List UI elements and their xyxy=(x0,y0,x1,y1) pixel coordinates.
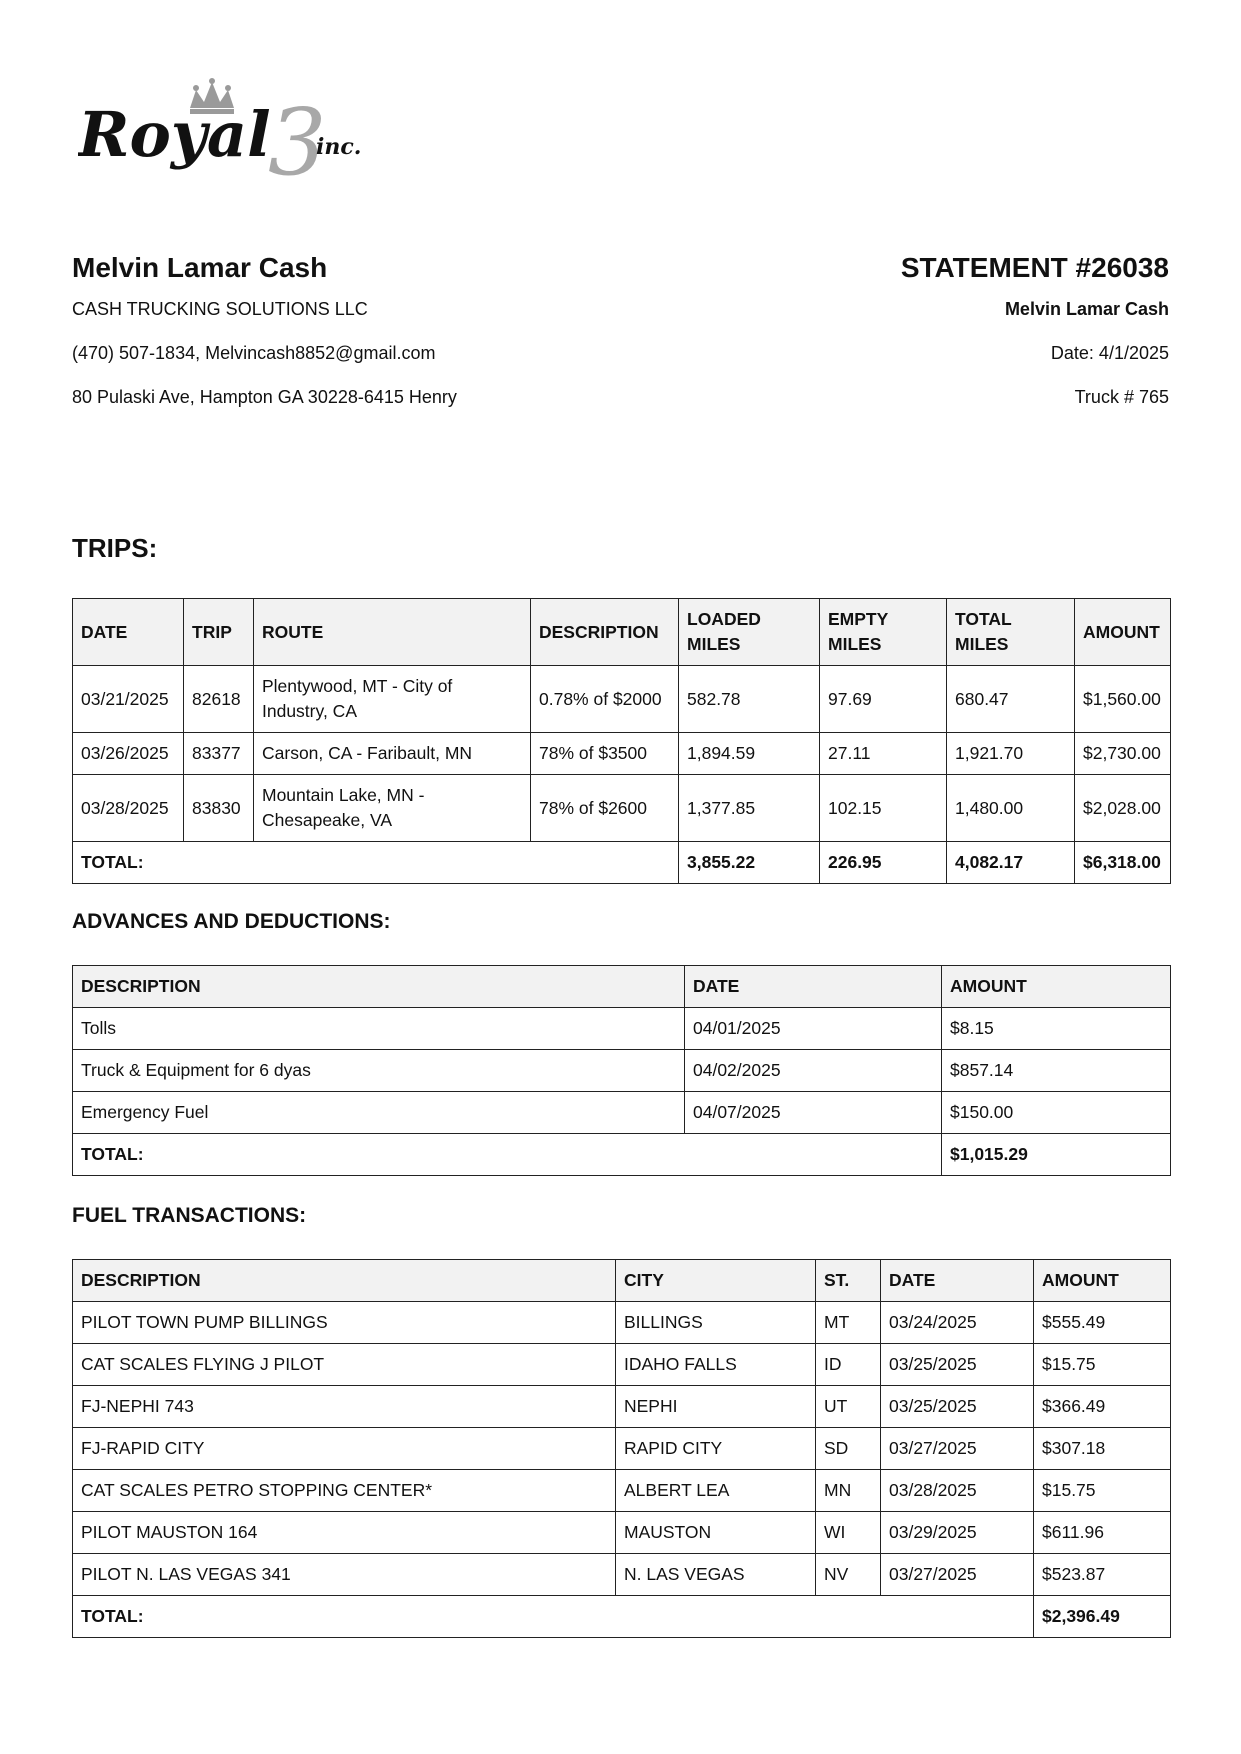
table-row xyxy=(73,1092,1171,1134)
company-logo xyxy=(78,78,398,190)
advance-date: 04/07/2025 xyxy=(685,1092,942,1134)
trip-number: 83830 xyxy=(184,775,254,842)
trip-loaded-miles: 1,377.85 xyxy=(679,775,820,842)
col-empty-miles: EMPTY MILES xyxy=(820,599,947,666)
statement-title: STATEMENT #26038 xyxy=(900,252,1169,283)
fuel-state: ID xyxy=(816,1344,881,1386)
trip-route: Mountain Lake, MN - Chesapeake, VA xyxy=(254,775,531,842)
fuel-date: 03/29/2025 xyxy=(881,1512,1034,1554)
col-date: DATE xyxy=(881,1260,1034,1302)
fuel-amount: $15.75 xyxy=(1034,1344,1171,1386)
table-row xyxy=(73,1428,1171,1470)
fuel-city: RAPID CITY xyxy=(616,1428,816,1470)
fuel-date: 03/28/2025 xyxy=(881,1470,1034,1512)
fuel-date: 03/24/2025 xyxy=(881,1302,1034,1344)
trip-total-miles: 680.47 xyxy=(947,666,1075,733)
fuel-city: IDAHO FALLS xyxy=(616,1344,816,1386)
advance-amount: $150.00 xyxy=(942,1092,1171,1134)
statement-truck: Truck # 765 xyxy=(1074,387,1169,407)
driver-info xyxy=(72,250,632,430)
trip-description: 78% of $3500 xyxy=(531,733,679,775)
trip-amount: $2,730.00 xyxy=(1075,733,1171,775)
total-label: TOTAL: xyxy=(73,842,679,884)
fuel-description: FJ-RAPID CITY xyxy=(73,1428,616,1470)
trip-description: 0.78% of $2000 xyxy=(531,666,679,733)
fuel-date: 03/25/2025 xyxy=(881,1344,1034,1386)
table-row xyxy=(73,1386,1171,1428)
statement-date: Date: 4/1/2025 xyxy=(1050,343,1169,363)
table-row xyxy=(73,1008,1171,1050)
fuel-description: FJ-NEPHI 743 xyxy=(73,1386,616,1428)
trip-loaded-miles: 1,894.59 xyxy=(679,733,820,775)
table-header-row xyxy=(73,966,1171,1008)
statement-payee: Melvin Lamar Cash xyxy=(1004,299,1169,319)
fuel-amount: $307.18 xyxy=(1034,1428,1171,1470)
driver-company: CASH TRUCKING SOLUTIONS LLC xyxy=(72,299,368,319)
trip-empty-miles: 102.15 xyxy=(820,775,947,842)
fuel-city: ALBERT LEA xyxy=(616,1470,816,1512)
trip-loaded-miles: 582.78 xyxy=(679,666,820,733)
fuel-description: CAT SCALES FLYING J PILOT xyxy=(73,1344,616,1386)
trip-total-miles: 1,480.00 xyxy=(947,775,1075,842)
fuel-date: 03/25/2025 xyxy=(881,1386,1034,1428)
fuel-description: PILOT MAUSTON 164 xyxy=(73,1512,616,1554)
fuel-table xyxy=(72,1259,1171,1638)
total-amount: $6,318.00 xyxy=(1075,842,1171,884)
fuel-description: PILOT TOWN PUMP BILLINGS xyxy=(73,1302,616,1344)
fuel-heading: FUEL TRANSACTIONS: xyxy=(72,1204,307,1227)
trip-date: 03/28/2025 xyxy=(73,775,184,842)
fuel-city: BILLINGS xyxy=(616,1302,816,1344)
col-total-miles: TOTAL MILES xyxy=(947,599,1075,666)
advance-description: Tolls xyxy=(73,1008,685,1050)
driver-contact: (470) 507-1834, Melvincash8852@gmail.com xyxy=(72,343,436,363)
table-row xyxy=(73,1050,1171,1092)
col-trip: TRIP xyxy=(184,599,254,666)
col-state: ST. xyxy=(816,1260,881,1302)
fuel-state: UT xyxy=(816,1386,881,1428)
fuel-amount: $366.49 xyxy=(1034,1386,1171,1428)
col-date: DATE xyxy=(685,966,942,1008)
trip-number: 82618 xyxy=(184,666,254,733)
table-total-row xyxy=(73,842,1171,884)
trip-amount: $1,560.00 xyxy=(1075,666,1171,733)
fuel-state: NV xyxy=(816,1554,881,1596)
fuel-city: NEPHI xyxy=(616,1386,816,1428)
table-header-row xyxy=(73,1260,1171,1302)
fuel-amount: $555.49 xyxy=(1034,1302,1171,1344)
fuel-amount: $611.96 xyxy=(1034,1512,1171,1554)
total-amount: $1,015.29 xyxy=(942,1134,1171,1176)
col-description: DESCRIPTION xyxy=(73,966,685,1008)
logo-numeral: 3 xyxy=(268,89,327,190)
logo-brand: Royal xyxy=(78,98,271,171)
fuel-description: PILOT N. LAS VEGAS 341 xyxy=(73,1554,616,1596)
advances-table xyxy=(72,965,1171,1176)
trips-table xyxy=(72,598,1171,884)
col-city: CITY xyxy=(616,1260,816,1302)
fuel-amount: $523.87 xyxy=(1034,1554,1171,1596)
total-total-miles: 4,082.17 xyxy=(947,842,1075,884)
fuel-state: MT xyxy=(816,1302,881,1344)
fuel-state: SD xyxy=(816,1428,881,1470)
total-loaded-miles: 3,855.22 xyxy=(679,842,820,884)
table-row xyxy=(73,1512,1171,1554)
trip-date: 03/26/2025 xyxy=(73,733,184,775)
table-header-row xyxy=(73,599,1171,666)
logo-suffix: inc. xyxy=(316,134,362,160)
trips-heading: TRIPS: xyxy=(72,533,158,563)
table-total-row xyxy=(73,1596,1171,1638)
trip-empty-miles: 97.69 xyxy=(820,666,947,733)
fuel-city: N. LAS VEGAS xyxy=(616,1554,816,1596)
advance-amount: $8.15 xyxy=(942,1008,1171,1050)
advance-description: Emergency Fuel xyxy=(73,1092,685,1134)
trip-empty-miles: 27.11 xyxy=(820,733,947,775)
table-row xyxy=(73,666,1171,733)
fuel-date: 03/27/2025 xyxy=(881,1428,1034,1470)
trip-route: Plentywood, MT - City of Industry, CA xyxy=(254,666,531,733)
total-empty-miles: 226.95 xyxy=(820,842,947,884)
col-loaded-miles: LOADED MILES xyxy=(679,599,820,666)
total-label: TOTAL: xyxy=(73,1134,942,1176)
advance-date: 04/01/2025 xyxy=(685,1008,942,1050)
trip-date: 03/21/2025 xyxy=(73,666,184,733)
table-row xyxy=(73,775,1171,842)
total-amount: $2,396.49 xyxy=(1034,1596,1171,1638)
fuel-date: 03/27/2025 xyxy=(881,1554,1034,1596)
advances-heading: ADVANCES AND DEDUCTIONS: xyxy=(72,910,391,933)
col-amount: AMOUNT xyxy=(1034,1260,1171,1302)
col-route: ROUTE xyxy=(254,599,531,666)
col-description: DESCRIPTION xyxy=(531,599,679,666)
trip-route: Carson, CA - Faribault, MN xyxy=(254,733,531,775)
table-total-row xyxy=(73,1134,1171,1176)
statement-info xyxy=(649,250,1169,430)
fuel-amount: $15.75 xyxy=(1034,1470,1171,1512)
table-row xyxy=(73,1554,1171,1596)
table-row xyxy=(73,1302,1171,1344)
col-description: DESCRIPTION xyxy=(73,1260,616,1302)
fuel-state: MN xyxy=(816,1470,881,1512)
trip-total-miles: 1,921.70 xyxy=(947,733,1075,775)
driver-name: Melvin Lamar Cash xyxy=(72,252,328,283)
table-row xyxy=(73,1344,1171,1386)
trip-description: 78% of $2600 xyxy=(531,775,679,842)
advance-date: 04/02/2025 xyxy=(685,1050,942,1092)
fuel-city: MAUSTON xyxy=(616,1512,816,1554)
col-date: DATE xyxy=(73,599,184,666)
trip-number: 83377 xyxy=(184,733,254,775)
fuel-description: CAT SCALES PETRO STOPPING CENTER* xyxy=(73,1470,616,1512)
advance-description: Truck & Equipment for 6 dyas xyxy=(73,1050,685,1092)
fuel-state: WI xyxy=(816,1512,881,1554)
trip-amount: $2,028.00 xyxy=(1075,775,1171,842)
col-amount: AMOUNT xyxy=(1075,599,1171,666)
advance-amount: $857.14 xyxy=(942,1050,1171,1092)
table-row xyxy=(73,1470,1171,1512)
table-row xyxy=(73,733,1171,775)
total-label: TOTAL: xyxy=(73,1596,1034,1638)
col-amount: AMOUNT xyxy=(942,966,1171,1008)
driver-address: 80 Pulaski Ave, Hampton GA 30228-6415 Henry xyxy=(72,387,457,407)
